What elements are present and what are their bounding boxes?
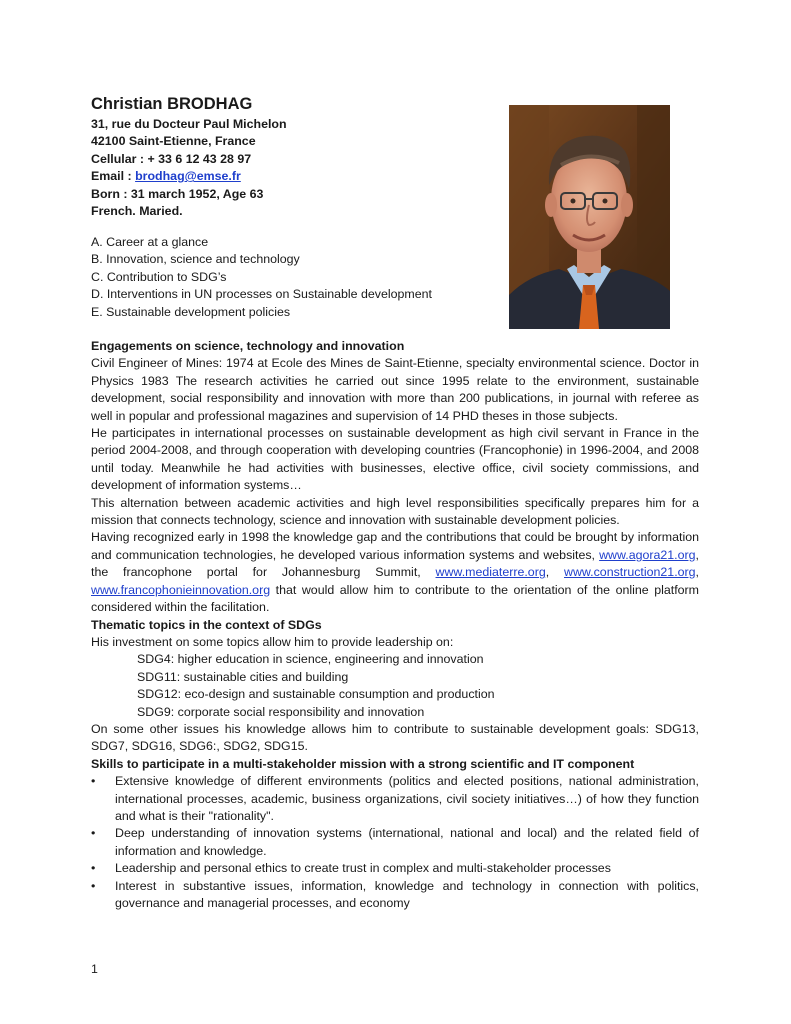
paragraph-international: He participates in international processes on sustainable development as high civil servant in France in the period 2004-2008, and through cooperation with developing countries (Francophonie) in 1996-2004, and 2008 until today. Meanwhile he had activities with businesses, elective office, civil society commissions, and development of information systems… xyxy=(91,426,699,493)
page-number: 1 xyxy=(91,962,98,976)
skill-item xyxy=(91,825,699,860)
websites-end-text: that would allow him to contribute to the orientation of the online platform considered within the facilitation. xyxy=(91,582,699,615)
construction21-link[interactable]: www.construction21.org xyxy=(564,565,696,580)
paragraph-education: Civil Engineer of Mines: 1974 at Ecole des Mines de Saint-Etienne, specialty environmental science. Doctor in Physics 1983 The research activities he carried out since 1995 relate to the environment, sustainable development, social responsibility and innovation with more than 200 publications, in journal with referee as well in popular and professional magazines and supervision of 14 PHD theses in those subjects. xyxy=(91,356,699,423)
websites-separator: , xyxy=(545,565,564,580)
sdg-item: SDG11: sustainable cities and building xyxy=(137,669,349,684)
websites-text: , the francophone portal for Johannesburg Summit, xyxy=(91,547,699,580)
toc-item: A. Career at a glance xyxy=(91,235,209,249)
contact-header xyxy=(91,94,491,220)
address-street: 31, rue du Docteur Paul Michelon xyxy=(91,117,287,131)
toc-item: B. Innovation, science and technology xyxy=(91,252,300,267)
sdg-item: SDG9: corporate social responsibility and innovation xyxy=(137,704,425,719)
skill-item xyxy=(91,860,699,877)
skill-text: Extensive knowledge of different environments (politics and elected positions, national administration, international processes, academic, business organizations, civil society initiatives…) of how they function and what is their "rationality". xyxy=(115,774,699,823)
websites-separator: , xyxy=(695,565,699,580)
section-heading-thematic: Thematic topics in the context of SDGs xyxy=(91,617,322,632)
bullet-icon: • xyxy=(91,878,96,893)
portrait-photo xyxy=(509,105,670,329)
paragraph-alternation: This alternation between academic activities and high level responsibilities specifically prepares him for a mission that connects technology, science and innovation with sustainable development policies. xyxy=(91,495,699,528)
birth-info: Born : 31 march 1952, Age 63 xyxy=(91,186,264,201)
websites-intro-text: Having recognized early in 1998 the knowledge gap and the contributions that could be brought by information and communication technologies, he developed various information systems and websites, xyxy=(91,530,699,562)
mediaterre-link[interactable]: www.mediaterre.org xyxy=(435,565,546,580)
section-heading-engagements: Engagements on science, technology and innovation xyxy=(91,339,405,353)
skill-text: Deep understanding of innovation systems (international, national and local) and the related field of information and knowledge. xyxy=(115,826,699,858)
email-link[interactable]: brodhag@emse.fr xyxy=(135,169,241,184)
person-name: Christian BRODHAG xyxy=(91,95,253,113)
address-city: 42100 Saint-Etienne, France xyxy=(91,134,256,149)
paragraph-websites xyxy=(91,529,699,616)
skill-item xyxy=(91,878,699,913)
email-label: Email : xyxy=(91,169,136,184)
email-line xyxy=(91,168,491,185)
toc-item: D. Interventions in UN processes on Sustainable development xyxy=(91,287,432,302)
skills-list xyxy=(91,773,699,912)
skill-text: Interest in substantive issues, information, knowledge and technology in connection with politics, governance and managerial processes, and economy xyxy=(115,878,699,910)
section-heading-skills: Skills to participate in a multi-stakeholder mission with a strong scientific and IT component xyxy=(91,756,635,771)
table-of-contents xyxy=(91,234,511,321)
toc-item: C. Contribution to SDG’s xyxy=(91,269,227,284)
marital-status: French. Maried. xyxy=(91,204,183,219)
skill-text: Leadership and personal ethics to create trust in complex and multi-stakeholder processes xyxy=(115,861,611,876)
thematic-intro: His investment on some topics allow him to provide leadership on: xyxy=(91,634,454,649)
skill-item xyxy=(91,773,699,825)
main-content xyxy=(91,338,699,912)
thematic-other: On some other issues his knowledge allows him to contribute to sustainable development goals: SDG13, SDG7, SDG16, SDG6:, SDG2, SDG15. xyxy=(91,721,699,754)
toc-item: E. Sustainable development policies xyxy=(91,304,291,319)
sdg-item: SDG4: higher education in science, engineering and innovation xyxy=(137,652,484,667)
sdg-list xyxy=(91,651,699,721)
bullet-icon: • xyxy=(91,826,96,841)
cellular-number: Cellular : + 33 6 12 43 28 97 xyxy=(91,151,252,166)
francophonieinnovation-link[interactable]: www.francophonieinnovation.org xyxy=(91,582,271,597)
agora21-link[interactable]: www.agora21.org xyxy=(599,547,696,562)
sdg-item: SDG12: eco-design and sustainable consumption and production xyxy=(137,687,495,702)
bullet-icon: • xyxy=(91,861,96,876)
bullet-icon: • xyxy=(91,774,96,789)
